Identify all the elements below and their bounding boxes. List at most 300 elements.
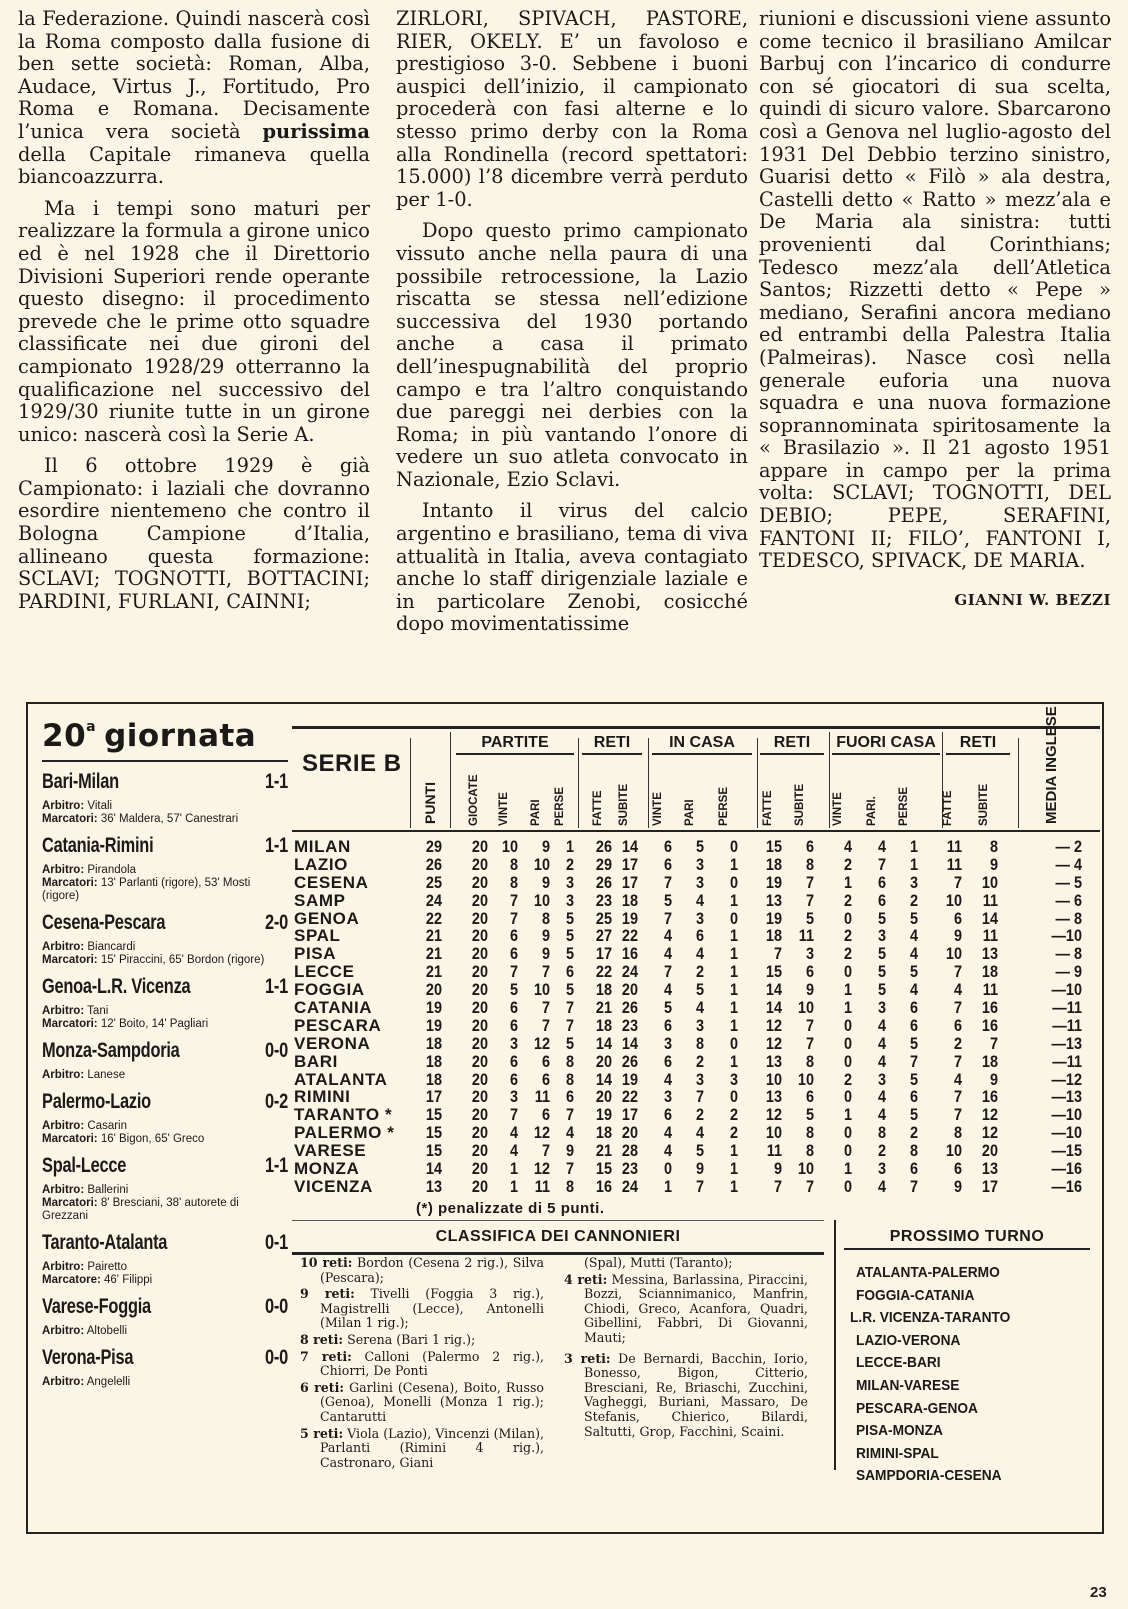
table-cell: 7 xyxy=(953,1105,962,1125)
table-cell: 26 xyxy=(595,872,612,892)
table-cell: 5 xyxy=(877,962,886,982)
table-cell: 2 xyxy=(843,890,852,910)
match-header xyxy=(42,1346,288,1370)
divider xyxy=(410,738,411,828)
table-cell: 28 xyxy=(621,1141,638,1161)
scorers-line: Marcatori: 16' Bigon, 65' Greco xyxy=(42,1133,205,1145)
table-cell: 20 xyxy=(471,962,488,982)
table-cell: 14 xyxy=(595,1033,612,1053)
table-cell: 6 xyxy=(909,1159,918,1179)
table-cell: 0 xyxy=(843,1123,852,1143)
table-cell: 21 xyxy=(425,944,442,964)
group-header-in-casa: IN CASA xyxy=(652,734,752,755)
table-cell: 1 xyxy=(729,1015,738,1035)
match-info xyxy=(42,941,288,967)
referee: Biancardi xyxy=(87,941,136,953)
table-row xyxy=(292,1017,1100,1035)
table-row xyxy=(292,874,1100,892)
table-row xyxy=(292,945,1100,963)
match-info xyxy=(42,1261,288,1287)
table-cell: 2 xyxy=(909,1123,918,1143)
table-cell: 4 xyxy=(877,837,886,856)
table-cell: 6 xyxy=(695,926,704,946)
table-row xyxy=(292,892,1100,910)
match-header xyxy=(42,770,288,794)
table-cell: 7 xyxy=(953,998,962,1018)
table-cell: 3 xyxy=(663,1087,672,1107)
match-info xyxy=(42,1184,288,1223)
table-cell: 7 xyxy=(509,962,518,982)
table-cell: 8 xyxy=(909,1141,918,1161)
table-cell: 7 xyxy=(509,908,518,928)
column-header: SUBITE xyxy=(978,783,990,826)
match-teams: Taranto-Atalanta xyxy=(42,1231,168,1254)
table-cell: 9 xyxy=(541,926,550,946)
table-cell: 15 xyxy=(425,1141,442,1161)
referee: Tani xyxy=(87,1005,109,1017)
table-cell: 0 xyxy=(729,837,738,856)
team-name: RIMINI xyxy=(294,1087,351,1107)
divider xyxy=(292,726,1100,729)
round-results xyxy=(42,704,288,1389)
table-cell: 20 xyxy=(471,1141,488,1161)
table-cell: 20 xyxy=(981,1141,998,1161)
table-cell: 22 xyxy=(621,1087,638,1107)
referee-line: Arbitro: Lanese xyxy=(42,1069,126,1081)
divider xyxy=(757,738,758,828)
table-cell: 3 xyxy=(805,944,814,964)
table-cell: 27 xyxy=(595,926,612,946)
referee-line: Arbitro: Ballerini xyxy=(42,1184,129,1196)
table-cell: 15 xyxy=(765,962,782,982)
table-cell: 2 xyxy=(843,854,852,874)
table-cell: —15 xyxy=(1051,1141,1082,1161)
match-info xyxy=(42,800,288,826)
table-cell: 1 xyxy=(663,1176,672,1196)
table-cell: —13 xyxy=(1051,1033,1082,1053)
table-cell: 15 xyxy=(595,1159,612,1179)
match-header xyxy=(42,1295,288,1319)
table-cell: 8 xyxy=(541,908,550,928)
table-cell: 20 xyxy=(471,944,488,964)
table-cell: 14 xyxy=(981,908,998,928)
table-cell: 12 xyxy=(533,1033,550,1053)
table-row xyxy=(292,927,1100,945)
goal-scorers: 13' Parlanti (rigore), 53' Mosti (rigore) xyxy=(42,877,251,902)
table-cell: 16 xyxy=(981,998,998,1018)
divider xyxy=(648,738,649,828)
table-cell: 9 xyxy=(541,837,550,856)
table-cell: 3 xyxy=(565,872,574,892)
table-cell: 13 xyxy=(765,890,782,910)
table-cell: 14 xyxy=(595,1069,612,1089)
table-cell: 26 xyxy=(621,1051,638,1071)
table-cell: 18 xyxy=(765,854,782,874)
table-cell: 0 xyxy=(843,1176,852,1196)
table-cell: 11 xyxy=(946,854,962,874)
table-cell: 1 xyxy=(509,1159,518,1179)
table-cell: 8 xyxy=(805,1123,814,1143)
table-cell: 4 xyxy=(509,1141,518,1161)
scorers-line: Marcatori: 36' Maldera, 57' Canestrari xyxy=(42,813,239,825)
match-info xyxy=(42,1120,288,1146)
fixture: LAZIO-VERONA xyxy=(856,1332,961,1349)
team-name: PALERMO * xyxy=(294,1123,395,1143)
table-cell: 17 xyxy=(981,1176,998,1196)
scorers-line: Marcatore: 46' Filippi xyxy=(42,1274,153,1286)
table-cell: 18 xyxy=(425,1069,442,1089)
table-cell: 21 xyxy=(425,962,442,982)
table-cell: 6 xyxy=(663,837,672,856)
match-score: 0-0 xyxy=(265,1295,288,1318)
table-cell: 20 xyxy=(425,980,442,1000)
table-row xyxy=(292,999,1100,1017)
table-cell: 6 xyxy=(509,1015,518,1035)
team-name: VERONA xyxy=(294,1033,371,1053)
table-cell: 0 xyxy=(843,1141,852,1161)
table-cell: 16 xyxy=(981,1015,998,1035)
match-info xyxy=(42,864,288,903)
table-cell: 6 xyxy=(663,1105,672,1125)
article xyxy=(16,8,1116,648)
table-cell: 1 xyxy=(909,837,918,856)
divider xyxy=(1018,738,1019,828)
table-cell: 5 xyxy=(565,944,574,964)
table-cell: 10 xyxy=(945,890,962,910)
top-scorers-title: CLASSIFICA DEI CANNONIERI xyxy=(435,1228,681,1245)
table-cell: 5 xyxy=(909,1069,918,1089)
table-cell: 12 xyxy=(981,1105,998,1125)
table-cell: 19 xyxy=(765,872,782,892)
table-cell: 12 xyxy=(765,1033,782,1053)
table-cell: 3 xyxy=(509,1033,518,1053)
table-cell: 6 xyxy=(877,872,886,892)
table-cell: 1 xyxy=(729,980,738,1000)
match-result xyxy=(42,770,288,826)
table-cell: 4 xyxy=(663,1141,672,1161)
table-cell: 0 xyxy=(843,1087,852,1107)
table-cell: 9 xyxy=(773,1159,782,1179)
table-cell: 21 xyxy=(595,998,612,1018)
table-cell: 6 xyxy=(509,926,518,946)
article-column-1 xyxy=(18,8,370,622)
table-cell: — 8 xyxy=(1055,908,1082,928)
round-title: 20$^a$ giornata xyxy=(42,712,288,762)
match-teams: Spal-Lecce xyxy=(42,1154,127,1177)
match-header xyxy=(42,1231,288,1255)
table-row xyxy=(292,1142,1100,1160)
paragraph: Intanto il virus del calcio argentino e brasiliano, tema di viva attualità in Italia, aveva contagiato anche lo staff dirigenziale laziale e in particolare Zenobi, cosicché dopo movimentatissime xyxy=(396,499,748,636)
table-cell: 7 xyxy=(989,1033,998,1053)
table-cell: 11 xyxy=(982,926,998,946)
column-header: VINTE xyxy=(652,792,664,826)
table-cell: —11 xyxy=(1052,998,1082,1018)
table-cell: 19 xyxy=(425,998,442,1018)
table-cell: 17 xyxy=(621,1105,638,1125)
table-cell: 6 xyxy=(541,1051,550,1071)
table-cell: 9 xyxy=(953,926,962,946)
table-cell: 10 xyxy=(945,1141,962,1161)
table-cell: —11 xyxy=(1052,1015,1082,1035)
table-cell: 7 xyxy=(953,1087,962,1107)
table-cell: 11 xyxy=(766,1141,782,1161)
match-result xyxy=(42,1295,288,1338)
table-cell: 1 xyxy=(729,854,738,874)
table-cell: 22 xyxy=(621,926,638,946)
table-cell: 7 xyxy=(541,962,550,982)
table-cell: 10 xyxy=(797,1159,814,1179)
scorer-entry: 8 reti: Serena (Bari 1 rig.); xyxy=(300,1331,476,1347)
table-cell: 2 xyxy=(729,1123,738,1143)
table-cell: 15 xyxy=(425,1105,442,1125)
fixture: PESCARA-GENOA xyxy=(856,1400,978,1417)
table-cell: 9 xyxy=(541,872,550,892)
table-cell: 6 xyxy=(565,1087,574,1107)
team-name: FOGGIA xyxy=(294,980,365,1000)
table-cell: 5 xyxy=(909,1105,918,1125)
match-teams: Genoa-L.R. Vicenza xyxy=(42,975,191,998)
referee: Ballerini xyxy=(87,1184,129,1196)
table-cell: 6 xyxy=(663,854,672,874)
table-cell: 20 xyxy=(595,1087,612,1107)
table-cell: 3 xyxy=(877,1159,886,1179)
table-cell: 16 xyxy=(981,1087,998,1107)
table-cell: 8 xyxy=(509,872,518,892)
divider xyxy=(292,830,1100,832)
table-cell: 9 xyxy=(805,980,814,1000)
table-cell: 2 xyxy=(729,1105,738,1125)
table-cell: 12 xyxy=(765,1015,782,1035)
article-column-2 xyxy=(396,8,748,645)
table-cell: 1 xyxy=(729,1141,738,1161)
table-cell: 3 xyxy=(695,1015,704,1035)
table-cell: 24 xyxy=(621,962,638,982)
match-teams: Varese-Foggia xyxy=(42,1295,151,1318)
standings-title: SERIE B xyxy=(302,750,402,777)
column-header: VINTE xyxy=(832,792,844,826)
table-cell: 5 xyxy=(805,908,814,928)
table-row xyxy=(292,856,1100,874)
table-cell: 20 xyxy=(471,998,488,1018)
table-cell: 4 xyxy=(909,980,918,1000)
table-cell: — 9 xyxy=(1055,962,1082,982)
paragraph: riunioni e discussioni viene assunto come tecnico il brasiliano Amilcar Barbuj con l’incarico di condurre con sé giocatori di sua scelta, quindi di sicuro valore. Sbarcarono così a Genova nel luglio-agosto del 1931 Del Debbio terzino sinistro, Guarisi detto « Filò » ala destra, Castelli detto « Ratto » mezz’ala e De Maria ala sinistra: tutti provenienti dal Corinthians; Tedesco mezz’ala dell’Atletica Santos; Rizzetti detto « Pepe » mediano, Serafini ancora mediano ed entrambi della Palestra Italia (Palmeiras). Nasce così nella generale euforia una nuova squadra e una nuova formazione soprannominata spiritosamente la « Brasilazio ». Il 21 agosto 1951 appare in campo per la prima volta: SCLAVI; TOGNOTTI, DEL DEBIO; PEPE, SERAFINI, FANTONI II; FILO’, FANTONI I, TEDESCO, SPIVACK, DE MARIA. xyxy=(759,7,1111,573)
table-cell: 10 xyxy=(533,980,550,1000)
table-cell: 10 xyxy=(765,1123,782,1143)
referee-line: Arbitro: Biancardi xyxy=(42,941,136,953)
goal-scorers: 36' Maldera, 57' Canestrari xyxy=(100,813,239,825)
table-row xyxy=(292,1124,1100,1142)
table-cell: 7 xyxy=(541,1141,550,1161)
column-header: FATTE xyxy=(592,790,604,826)
table-cell: 26 xyxy=(425,854,442,874)
scorer-entry: 3 reti: De Bernardi, Bacchin, Iorio, Bonesso, Bigon, Citterio, Bresciani, Re, Briaschi, Zucchini, Vagheggi, Buriani, Massaro, De Stefanis, Chierico, Bilardi, Saltutti, Grop, Facchini, Scaini. xyxy=(564,1350,808,1439)
team-name: GENOA xyxy=(294,908,360,928)
table-cell: 3 xyxy=(877,998,886,1018)
referee-line: Arbitro: Tani xyxy=(42,1005,109,1017)
table-cell: —11 xyxy=(1052,1051,1082,1071)
table-cell: 20 xyxy=(471,854,488,874)
table-cell: 8 xyxy=(805,1141,814,1161)
table-cell: 1 xyxy=(843,1105,852,1125)
match-score: 0-2 xyxy=(265,1090,288,1113)
team-name: PESCARA xyxy=(294,1015,382,1035)
team-name: SPAL xyxy=(294,926,341,946)
team-name: PISA xyxy=(294,944,337,964)
team-name: MONZA xyxy=(294,1159,360,1179)
table-cell: —10 xyxy=(1051,980,1082,1000)
table-cell: 11 xyxy=(534,1087,550,1107)
table-cell: 1 xyxy=(843,980,852,1000)
divider xyxy=(829,732,830,828)
table-cell: 7 xyxy=(909,1176,918,1196)
match-header xyxy=(42,911,288,935)
table-cell: 6 xyxy=(805,1087,814,1107)
table-cell: 5 xyxy=(909,908,918,928)
table-cell: 4 xyxy=(843,837,852,856)
table-cell: 3 xyxy=(695,872,704,892)
table-cell: — 8 xyxy=(1055,944,1082,964)
referee: Angelelli xyxy=(86,1376,131,1388)
table-cell: 5 xyxy=(695,980,704,1000)
match-score: 1-1 xyxy=(265,975,288,998)
column-header: PUNTI xyxy=(422,782,438,824)
table-cell: 1 xyxy=(843,872,852,892)
table-cell: 5 xyxy=(877,980,886,1000)
table-cell: 7 xyxy=(663,962,672,982)
table-cell: —16 xyxy=(1051,1159,1082,1179)
match-result xyxy=(42,975,288,1031)
table-cell: 6 xyxy=(877,890,886,910)
table-cell: 7 xyxy=(663,872,672,892)
penalty-note: (*) penalizzate di 5 punti. xyxy=(416,1200,605,1217)
column-header: PARI. xyxy=(866,796,878,826)
table-cell: 13 xyxy=(765,1051,782,1071)
table-cell: —10 xyxy=(1051,926,1082,946)
table-cell: 9 xyxy=(989,1069,998,1089)
table-cell: 20 xyxy=(471,1159,488,1179)
table-cell: 3 xyxy=(695,908,704,928)
table-cell: 6 xyxy=(953,1159,962,1179)
table-row xyxy=(292,1178,1100,1196)
table-cell: 25 xyxy=(595,908,612,928)
match-teams: Cesena-Pescara xyxy=(42,911,166,934)
table-cell: 22 xyxy=(595,962,612,982)
table-cell: 5 xyxy=(695,837,704,856)
table-cell: 9 xyxy=(695,1159,704,1179)
scorers-line: Marcatori: 8' Bresciani, 38' autorete di Grezzani xyxy=(42,1197,239,1222)
team-name: MILAN xyxy=(294,837,351,856)
table-cell: 18 xyxy=(595,1123,612,1143)
table-cell: 2 xyxy=(953,1033,962,1053)
fixture: PISA-MONZA xyxy=(856,1423,943,1440)
table-cell: 20 xyxy=(471,1176,488,1196)
table-cell: 0 xyxy=(843,962,852,982)
table-cell: 5 xyxy=(877,908,886,928)
table-cell: 6 xyxy=(541,1069,550,1089)
referee-line: Arbitro: Casarin xyxy=(42,1120,128,1132)
table-cell: —12 xyxy=(1051,1069,1082,1089)
fixture: LECCE-BARI xyxy=(856,1355,941,1372)
table-cell: 12 xyxy=(765,1105,782,1125)
table-cell: 5 xyxy=(565,908,574,928)
table-cell: 6 xyxy=(805,962,814,982)
column-header: GIOCATE xyxy=(468,774,480,826)
table-cell: 6 xyxy=(509,1051,518,1071)
match-result xyxy=(42,1090,288,1146)
table-cell: 11 xyxy=(982,890,998,910)
table-cell: 1 xyxy=(729,998,738,1018)
table-cell: — 2 xyxy=(1055,837,1082,856)
table-cell: 18 xyxy=(621,890,638,910)
match-score: 2-0 xyxy=(265,911,288,934)
table-cell: 2 xyxy=(695,962,704,982)
table-cell: 6 xyxy=(953,908,962,928)
table-cell: 10 xyxy=(501,837,518,856)
team-name: VARESE xyxy=(294,1141,367,1161)
table-cell: 4 xyxy=(877,1176,886,1196)
table-cell: 11 xyxy=(946,837,962,856)
team-name: CATANIA xyxy=(294,998,373,1018)
table-cell: 4 xyxy=(877,1015,886,1035)
table-cell: 14 xyxy=(765,998,782,1018)
table-cell: 10 xyxy=(945,944,962,964)
referee: Vitali xyxy=(87,800,113,812)
table-cell: 10 xyxy=(765,1069,782,1089)
table-cell: 17 xyxy=(595,944,612,964)
table-cell: 20 xyxy=(471,837,488,856)
table-cell: 7 xyxy=(909,1051,918,1071)
table-cell: 4 xyxy=(877,1051,886,1071)
table-cell: 3 xyxy=(509,1087,518,1107)
table-cell: 4 xyxy=(695,1123,704,1143)
paragraph: ZIRLORI, SPIVACH, PASTORE, RIER, OKELY. E’ un favoloso e prestigioso 3-0. Sebbene i buoni auspici dell’inizio, il campionato procederà con fasi alterne e lo stesso primo derby con la Roma alla Rondinella (record spettatori: 15.000) l’8 dicembre verrà perduto per 1-0. xyxy=(396,7,748,211)
goal-scorers: 46' Filippi xyxy=(104,1274,153,1286)
scorers-column-2 xyxy=(564,1256,808,1441)
table-cell: 18 xyxy=(425,1051,442,1071)
table-cell: —16 xyxy=(1051,1176,1082,1196)
column-header: PERSE xyxy=(898,787,910,826)
column-header: SUBITE xyxy=(794,783,806,826)
table-cell: 5 xyxy=(909,962,918,982)
table-cell: 15 xyxy=(765,837,782,856)
table-cell: 5 xyxy=(565,926,574,946)
table-cell: 1 xyxy=(909,854,918,874)
table-cell: 12 xyxy=(533,1159,550,1179)
table-cell: 17 xyxy=(425,1087,442,1107)
table-cell: 17 xyxy=(621,854,638,874)
table-cell: 2 xyxy=(695,1105,704,1125)
table-cell: 7 xyxy=(541,1015,550,1035)
referee-line: Arbitro: Pirandola xyxy=(42,864,136,876)
scorers-line: Marcatori: 13' Parlanti (rigore), 53' Mosti (rigore) xyxy=(42,877,251,902)
table-cell: 29 xyxy=(595,854,612,874)
scorer-entry: 7 reti: Calloni (Palermo 2 rig.), Chiorri, De Ponti xyxy=(300,1348,545,1379)
table-cell: 0 xyxy=(843,1033,852,1053)
column-header: FATTE xyxy=(942,790,954,826)
table-cell: 6 xyxy=(805,837,814,856)
table-cell: 20 xyxy=(595,1051,612,1071)
goal-scorers: 12' Boito, 14' Pagliari xyxy=(100,1018,209,1030)
table-cell: 6 xyxy=(509,998,518,1018)
byline: GIANNI W. BEZZI xyxy=(954,590,1111,609)
match-result xyxy=(42,834,288,903)
match-teams: Palermo-Lazio xyxy=(42,1090,151,1113)
table-cell: 4 xyxy=(695,944,704,964)
table-cell: 19 xyxy=(621,908,638,928)
group-header-reti: RETI xyxy=(582,734,642,755)
scorer-entry: 4 reti: Messina, Barlassina, Piraccini, Bozzi, Sciannimanico, Manfrin, Chiodi, Greco, Acanfora, Quadri, Gibellini, Fabbri, Di Giovanni, Mauti; xyxy=(564,1271,808,1345)
